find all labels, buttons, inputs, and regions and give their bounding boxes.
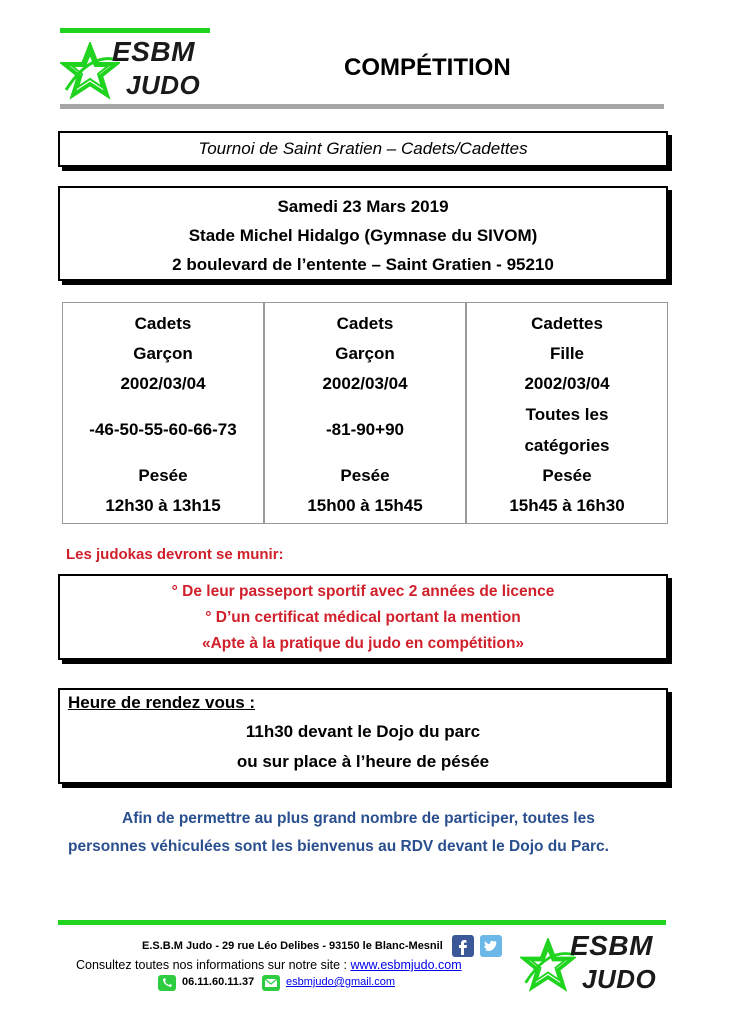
star-icon [520,938,576,994]
meeting-alternative: ou sur place à l’heure de pésée [236,752,490,771]
tournament-title: Tournoi de Saint Gratien – Cadets/Cadettes [198,139,528,158]
event-address: 2 boulevard de l’entente – Saint Gratien - 95210 [172,255,554,274]
footer-email[interactable]: esbmjudo@gmail.com [286,976,395,988]
category-gender: Garçon [335,344,395,363]
weigh-in-time: 15h00 à 15h45 [307,496,423,515]
twitter-icon[interactable] [480,935,502,957]
footer-logo [520,928,660,998]
requirements-heading: Les judokas devront se munir: [66,546,284,563]
weigh-in-time: 12h30 à 13h15 [105,496,221,515]
event-box [58,186,668,281]
logo-text-esbm: ESBM [112,36,195,67]
category-year: 2002/03/04 [322,374,408,393]
footer-logo-text-esbm: ESBM [570,930,653,961]
weigh-in-label: Pesée [542,466,592,485]
carpool-note-line1: Afin de permettre au plus grand nombre de participer, toutes les [122,810,595,827]
weigh-in-label: Pesée [340,466,390,485]
categories-table [62,302,668,524]
event-date: Samedi 23 Mars 2019 [277,197,449,216]
category-weights-line2: catégories [524,436,610,455]
category-year: 2002/03/04 [120,374,206,393]
footer-website-line [76,958,462,972]
category-weights: -46-50-55-60-66-73 [89,420,237,439]
requirements-box [58,574,668,660]
meeting-box [58,688,668,784]
tournament-box [58,131,668,167]
category-name: Cadets [336,314,394,333]
category-year: 2002/03/04 [524,374,610,393]
footer-green-bar [58,920,666,925]
category-column [265,303,467,523]
header-logo [60,34,210,104]
carpool-note-line2: personnes véhiculées sont les bienvenus au RDV devant le Dojo du Parc. [68,838,609,855]
event-venue: Stade Michel Hidalgo (Gymnase du SIVOM) [188,226,538,245]
header-green-bar [60,28,210,33]
footer-address: E.S.B.M Judo - 29 rue Léo Delibes - 93150 le Blanc-Mesnil [142,940,443,952]
weigh-in-label: Pesée [138,466,188,485]
requirement-passport: ° De leur passeport sportif avec 2 années de licence [171,583,555,600]
category-weights: -81-90+90 [326,420,404,439]
meeting-time: 11h30 devant le Dojo du parc [245,722,481,741]
footer-website-prefix: Consultez toutes nos informations sur notre site : [76,958,351,972]
page-title: COMPÉTITION [344,54,511,81]
category-weights-line1: Toutes les [525,405,609,424]
requirement-certificate: ° D’un certificat médical portant la mention [205,609,521,626]
email-icon [262,975,280,991]
category-gender: Fille [549,344,584,363]
logo-text-judo: JUDO [126,70,201,100]
category-gender: Garçon [133,344,193,363]
meeting-heading: Heure de rendez vous : [68,693,256,712]
footer-phone: 06.11.60.11.37 [182,976,255,988]
footer-logo-text-judo: JUDO [582,964,657,994]
phone-icon [158,975,176,991]
facebook-icon[interactable] [452,935,474,957]
website-link[interactable]: www.esbmjudo.com [350,958,462,972]
header-gray-bar [60,104,664,109]
category-column [467,303,667,523]
category-name: Cadets [134,314,192,333]
weigh-in-time: 15h45 à 16h30 [509,496,625,515]
category-column [63,303,265,523]
requirement-mention: «Apte à la pratique du judo en compétition» [201,635,525,652]
star-icon [60,42,120,102]
category-name: Cadettes [531,314,603,333]
